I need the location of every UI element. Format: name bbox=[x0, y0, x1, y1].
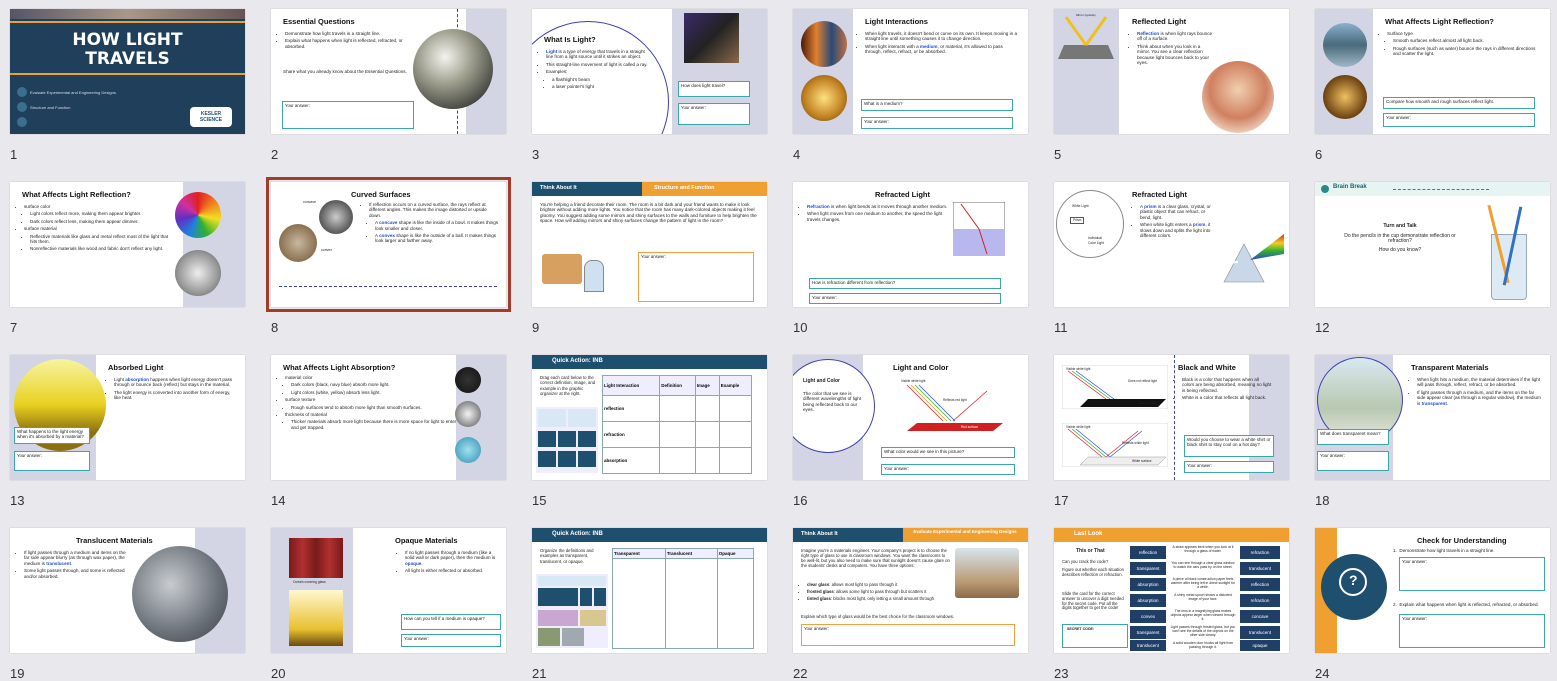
slide-5[interactable] bbox=[1054, 9, 1289, 134]
slide-23-p1: Figure out whether each situation describes reflection or refraction. bbox=[1062, 567, 1124, 577]
slide-number: 14 bbox=[271, 493, 286, 508]
black-shirt-image bbox=[455, 367, 481, 393]
slide-2-answer[interactable]: Your answer: bbox=[282, 101, 414, 129]
row-label: absorption bbox=[603, 448, 660, 474]
slide-13[interactable] bbox=[10, 355, 245, 480]
slide-10-question: How is refraction different from reflection? bbox=[809, 278, 1001, 289]
convex-mirror-image bbox=[279, 224, 317, 262]
right-card[interactable]: refraction bbox=[1240, 546, 1280, 559]
quick-action-header: Quick Action: INB bbox=[552, 358, 603, 364]
slide-number: 22 bbox=[793, 666, 808, 681]
slide-21[interactable] bbox=[532, 528, 767, 653]
slide-6-question: Compare how smooth and rough surfaces reflect light. bbox=[1383, 97, 1535, 109]
slide-3-answer[interactable]: Your answer: bbox=[678, 103, 750, 125]
slide-number: 3 bbox=[532, 147, 540, 162]
slide-6-bullets: • Surface type • Smooth surfaces reflect almost all light back. • Rough surfaces (such as water) bounce the rays in different directions and scatter the light. bbox=[1379, 31, 1539, 59]
slide-number: 12 bbox=[1315, 320, 1330, 335]
room-illustration bbox=[542, 254, 582, 284]
slide-number: 11 bbox=[1054, 320, 1068, 335]
left-card[interactable]: transparent bbox=[1130, 562, 1166, 575]
slide-18-answer[interactable]: Your answer: bbox=[1317, 451, 1389, 471]
inb-organizer-table[interactable] bbox=[602, 375, 752, 474]
slide-6-title: What Affects Light Reflection? bbox=[1385, 17, 1494, 26]
thinking-person-icon: ? bbox=[1321, 554, 1387, 620]
prism-label: Prism bbox=[1070, 217, 1084, 224]
slide-number: 15 bbox=[532, 493, 547, 508]
slide-7[interactable] bbox=[10, 182, 245, 307]
slide-20-question: How can you tell if a medium is opaque? bbox=[401, 614, 501, 630]
slide-8[interactable] bbox=[271, 182, 506, 307]
slide-number: 24 bbox=[1315, 666, 1330, 681]
water-lights-image bbox=[1323, 75, 1367, 119]
slide-6[interactable] bbox=[1315, 9, 1550, 134]
slide-14-bullets: • material color • Dark colors (black, navy blue) absorb more light. • Light colors (white, yellow) absorb less light. • surface texture • Rough surfaces tend to absorb more light than smooth surfaces. • thickness of material • Thicker materials absorb more light because there is more space for light to enter and get trapped. bbox=[277, 375, 457, 432]
slide-4[interactable] bbox=[793, 9, 1028, 134]
red-surface-label: Red surface bbox=[961, 425, 979, 429]
white-light-label: White Light bbox=[1072, 204, 1089, 208]
slide-17-answer[interactable]: Your answer: bbox=[1184, 461, 1274, 473]
circle-body: The color that we see is different wavelengths of light being reflected back to our eyes. bbox=[803, 391, 862, 413]
slide-1-row2: Structure and Function bbox=[30, 105, 71, 110]
slide-20[interactable] bbox=[271, 528, 506, 653]
classroom-image bbox=[955, 548, 1019, 598]
slide-2-prompt: Share what you already know about the Essential Questions. bbox=[283, 69, 407, 74]
slide-16-question: What color would we see in this picture? bbox=[881, 447, 1015, 458]
slide-15-instructions: Drag each card below to the correct definition, image, and example in the graphic organizer at the right. bbox=[540, 375, 596, 397]
visible-light-label: Visible white light bbox=[1066, 367, 1091, 371]
slide-number: 17 bbox=[1054, 493, 1069, 508]
slide-7-title: What Affects Light Reflection? bbox=[22, 190, 131, 199]
slide-23-p2: Slide the card for the correct answer to uncover a digit needed for the secret code. Put all the digits together to get the code! bbox=[1062, 591, 1124, 611]
secret-code-box[interactable]: SECRET CODE: bbox=[1062, 624, 1128, 648]
slide-number: 1 bbox=[10, 147, 18, 162]
slide-1[interactable] bbox=[10, 9, 245, 134]
col-header: Light Interaction bbox=[603, 376, 660, 396]
situation-text: A piece of black construction paper feels warmer after being left in direct sunlight for a while. bbox=[1170, 577, 1236, 589]
evaluate-designs-header: Evaluate Experimental and Engineering Designs bbox=[913, 529, 1017, 534]
slide-1-row1: Evaluate Experimental and Engineering Designs bbox=[30, 90, 116, 95]
slide-19-bullets: • If light passes through a medium and items on the far side appear blurry (as through wax paper), the medium is translucent. • Some light passes through, and some is reflected and/or absorbed. bbox=[16, 550, 128, 581]
circle-title: Light and Color bbox=[803, 378, 840, 384]
card-bank[interactable] bbox=[536, 574, 608, 648]
slide-12-question: Do the pencils in the cup demonstrate reflection or refraction? bbox=[1344, 233, 1456, 245]
slide-number: 4 bbox=[793, 147, 801, 162]
laser-image bbox=[684, 13, 739, 63]
glass-options: • clear glass: allows most light to pass through it • frosted glass: allows some light to pass through but scatters it • tinted glass: blocks most light, only letting a small amount through bbox=[799, 582, 959, 603]
right-card[interactable]: translucent bbox=[1240, 626, 1280, 639]
slide-4-question: What is a medium? bbox=[861, 99, 1013, 111]
slide-3-bullets: • Light is a type of energy that travels in a straight line from a light source until it strikes an object. • This straight-line movement of light is called a ray. • Examples: • a flashlight's beam • a laser pointer's light bbox=[538, 49, 653, 91]
slide-22-body: Imagine you're a materials engineer. Your company's project is to choose the right type of glass to use in classroom windows. You want the classrooms to be well-lit, but you also need to make sure that sunlight doesn't cause glare on the students' desks and computers. You have three options: bbox=[801, 548, 950, 568]
left-card[interactable]: absorption bbox=[1130, 594, 1166, 607]
col-header: Image bbox=[695, 376, 719, 396]
slide-17-title: Black and White bbox=[1178, 363, 1236, 372]
slide-4-title: Light Interactions bbox=[865, 17, 928, 26]
check-q2: 2. Explain what happens when light is reflected, refracted, or absorbed. bbox=[1393, 602, 1539, 607]
left-card[interactable]: translucent bbox=[1130, 640, 1166, 651]
slide-19-title: Translucent Materials bbox=[76, 536, 153, 545]
slide-18[interactable] bbox=[1315, 355, 1550, 480]
visible-light-label: Visible white light bbox=[1066, 425, 1091, 429]
curtain-caption: Curtain covering glass bbox=[293, 580, 326, 584]
left-card[interactable]: convex bbox=[1130, 610, 1166, 623]
convex-label: convex bbox=[321, 248, 333, 252]
slide-12[interactable] bbox=[1315, 182, 1550, 307]
sunrays-image bbox=[413, 29, 493, 109]
slide-number: 20 bbox=[271, 666, 286, 681]
foam-image bbox=[455, 437, 481, 463]
slide-number: 6 bbox=[1315, 147, 1323, 162]
mountain-lake-image bbox=[1323, 23, 1367, 67]
slide-10-title: Refracted Light bbox=[875, 190, 931, 199]
slide-24-title: Check for Understanding bbox=[1417, 536, 1507, 545]
slide-number: 10 bbox=[793, 320, 808, 335]
slide-24[interactable] bbox=[1315, 528, 1550, 653]
slide-5-bullets: • Reflection is when light rays bounce off of a surface. • Think about when you look in a mirror. You see a clear reflection because light bounces back to your eyes. bbox=[1129, 31, 1214, 67]
slide-10-answer[interactable]: Your answer: bbox=[809, 293, 1001, 304]
slide-number: 21 bbox=[532, 666, 547, 681]
light-rods-image bbox=[289, 590, 343, 646]
col-header: Transparent bbox=[613, 549, 666, 559]
slide-20-title: Opaque Materials bbox=[395, 536, 458, 545]
slide-4-answer[interactable]: Your answer: bbox=[861, 117, 1013, 129]
slide-number: 13 bbox=[10, 493, 25, 508]
slide-5-title: Reflected Light bbox=[1132, 17, 1187, 26]
slide-11-title: Refracted Light bbox=[1132, 190, 1188, 199]
slide-20-bullets: • If no light passes through a medium (like a solid wall or dark paper), then the medium is opaque. • All light is either reflected or absorbed. bbox=[397, 550, 497, 576]
gear-icon bbox=[17, 102, 27, 112]
slide-8-bullets: • If reflection occurs on a curved surface, the rays reflect at different angles. This makes the image distorted or upside down. • A concave shape is like the inside of a bowl. It makes things look smaller and closer. • A convex shape is like the outside of a ball. It makes things look larger and farther away. bbox=[361, 202, 499, 246]
slide-16-title: Light and Color bbox=[893, 363, 949, 372]
concave-label: concave bbox=[303, 200, 317, 204]
slide-13-title: Absorbed Light bbox=[108, 363, 164, 372]
think-about-it-header: Think About It bbox=[540, 185, 577, 191]
slide-17[interactable] bbox=[1054, 355, 1289, 480]
slide-number: 5 bbox=[1054, 147, 1062, 162]
slide-9[interactable] bbox=[532, 182, 767, 307]
slide-3[interactable] bbox=[532, 9, 767, 134]
quick-action-header: Quick Action: INB bbox=[552, 531, 603, 537]
refraction-diagram bbox=[953, 202, 1005, 256]
slide-3-title: What Is Light? bbox=[544, 35, 596, 44]
slide-2[interactable] bbox=[271, 9, 506, 134]
card-bank[interactable] bbox=[536, 407, 598, 473]
slide-16[interactable] bbox=[793, 355, 1028, 480]
slide-number: 23 bbox=[1054, 666, 1069, 681]
slide-22-answer[interactable]: Your answer: bbox=[801, 624, 1015, 646]
row-label: refraction bbox=[603, 422, 660, 448]
slide-14-title: What Affects Light Absorption? bbox=[283, 363, 396, 372]
left-card[interactable]: reflection bbox=[1130, 546, 1166, 559]
slide-1-title: HOW LIGHT TRAVELS bbox=[72, 30, 183, 69]
check-answer-1[interactable]: Your answer: bbox=[1399, 557, 1545, 591]
col-header: Opaque bbox=[717, 549, 753, 559]
row-label: reflection bbox=[603, 396, 660, 422]
right-card[interactable]: reflection bbox=[1240, 578, 1280, 591]
slide-2-title: Essential Questions bbox=[283, 17, 355, 26]
slide-7-bullets: • surface color • Light colors reflect more, making them appear brighter. • Dark colors reflect less, making them appear dimmer. • surface material • Reflective materials like glass and metal reflect most of the light that hits them. • Nonreflective materials like wood and fabric don't reflect any light. bbox=[16, 204, 171, 254]
slide-11[interactable] bbox=[1054, 182, 1289, 307]
situation-text: Light passes through frosted glass, but you can't see the details of the objects on the other side clearly. bbox=[1170, 625, 1236, 637]
slide-20-answer[interactable]: Your answer: bbox=[401, 634, 501, 647]
rainbow-prism-image bbox=[1210, 226, 1284, 286]
right-card[interactable]: translucent bbox=[1240, 562, 1280, 575]
logo: KESLER SCIENCE bbox=[190, 107, 232, 127]
brain-icon bbox=[1321, 185, 1329, 193]
reflects-red-label: Reflects red light bbox=[943, 398, 967, 402]
slide-number: 7 bbox=[10, 320, 18, 335]
individual-color-label: Individual Color Light bbox=[1088, 236, 1104, 246]
last-look-header: Last Look bbox=[1074, 531, 1103, 537]
turn-and-talk: Turn and Talk bbox=[1383, 223, 1417, 229]
concave-mirror-image bbox=[319, 200, 353, 234]
slide-9-answer[interactable]: Your answer: bbox=[638, 252, 754, 302]
slide-10[interactable] bbox=[793, 182, 1028, 307]
metal-pots-image bbox=[175, 250, 221, 296]
slide-19[interactable] bbox=[10, 528, 245, 653]
black-surface-label: Black surface bbox=[1138, 401, 1158, 405]
check-answer-2[interactable]: Your answer: bbox=[1399, 614, 1545, 648]
col-header: Translucent bbox=[665, 549, 717, 559]
slide-number: 9 bbox=[532, 320, 540, 335]
slide-22-closing: Explain which type of glass would be the best choice for the classroom windows. bbox=[801, 614, 955, 619]
slide-17-bullets: • Black is a color that happens when all colors are being absorbed, meaning no light is being reflected. • White is a color that reflects all light back. bbox=[1174, 377, 1272, 403]
slide-13-question: What happens to the light energy when it's absorbed by a material? bbox=[14, 427, 90, 444]
right-card[interactable]: opaque bbox=[1240, 640, 1280, 651]
mirror-person-image bbox=[1202, 61, 1274, 133]
slide-16-answer[interactable]: Your answer: bbox=[881, 464, 1015, 475]
col-header: Example bbox=[719, 376, 751, 396]
slide-23-intro: Can you crack the code? bbox=[1062, 559, 1109, 564]
slide-13-bullets: • Light absorption happens when light energy doesn't pass through or bounce back (reflect) but stays in the material. • The light energy is converted into another form of energy, like heat. bbox=[106, 377, 236, 403]
situation-text: A shiny metal spoon shows a distorted image of your face. bbox=[1174, 593, 1232, 601]
white-surface-label: White surface bbox=[1132, 459, 1152, 463]
slide-15[interactable] bbox=[532, 355, 767, 480]
reflection-diagram bbox=[1058, 15, 1120, 65]
slide-12-followup: How do you know? bbox=[1378, 247, 1422, 253]
slide-18-question: What does transparent mean? bbox=[1317, 429, 1389, 445]
raindrop-glass-image bbox=[132, 546, 228, 642]
prism-diagram bbox=[1056, 190, 1124, 258]
slide-11-bullets: • A prism is a clear glass, crystal, or plastic object that can refract, or bend, light. • When white light enters a prism, it slows down and splits the light into different colors. bbox=[1132, 204, 1212, 240]
structure-function-header: Structure and Function bbox=[654, 185, 715, 191]
dark-bottle-image bbox=[455, 401, 481, 427]
slide-9-body: You're helping a friend decorate their room. The room is a bit dark and your friend wants to make it look brighter without adding more lights. You notice that the room has many dark-colored objects making it feel gloomy. You suggest adding some mirrors and shiny surfaces to the walls and furniture to help brighten the space. How will adding mirrors and shiny surfaces change the pattern of light in the room? bbox=[540, 202, 757, 224]
slide-23[interactable] bbox=[1054, 528, 1289, 653]
red-surface-diagram bbox=[897, 381, 1007, 431]
think-about-it-header: Think About It bbox=[801, 531, 838, 537]
slide-18-bullets: • When light hits a medium, the material determines if the light will pass through, reflect, refract, or be absorbed. • If light passes through a medium, and the items on the far side appear clear (as through a regular window), the medium is transparent. bbox=[1409, 377, 1541, 408]
col-header: Definition bbox=[660, 376, 696, 396]
light-streaks-image bbox=[801, 21, 847, 67]
brain-break-header: Brain Break bbox=[1333, 184, 1367, 190]
slide-21-instructions: Organize the definitions and examples as transparent, translucent, or opaque. bbox=[540, 548, 594, 564]
slide-number: 16 bbox=[793, 493, 808, 508]
no-reflect-label: Does not reflect light bbox=[1128, 379, 1158, 383]
slide-8-title: Curved Surfaces bbox=[351, 190, 411, 199]
slide-4-bullets: • When light travels, it doesn't bend or curve on its own. It keeps moving in a straight line until something causes it to change direction. • When light interacts with a medium, or material, it's allowed to pass through, reflect, refract, or be absorbed. bbox=[857, 31, 1019, 57]
color-wheel-image bbox=[175, 192, 221, 238]
atom-icon bbox=[17, 117, 27, 127]
situation-text: You can see through a clear glass window to watch the cars pass by on the street. bbox=[1171, 561, 1235, 569]
reflects-white-label: Reflects white light bbox=[1122, 441, 1149, 445]
slide-22[interactable] bbox=[793, 528, 1028, 653]
left-card[interactable]: transparent bbox=[1130, 626, 1166, 639]
this-or-that: This or That bbox=[1076, 548, 1105, 554]
slide-10-bullets: • Refraction is when light bends as it moves through another medium. • When light moves from one medium to another, the speed the light travels changes. bbox=[799, 204, 949, 224]
situation-text: A solid wooden door blocks all light from passing through it. bbox=[1172, 641, 1234, 649]
slide-14[interactable] bbox=[271, 355, 506, 480]
slide-3-question: How does light travel? bbox=[678, 81, 750, 97]
inb-organizer-table[interactable] bbox=[612, 548, 754, 649]
situation-text: A straw appears bent when you look at it through a glass of water. bbox=[1172, 545, 1234, 553]
slide-number: 18 bbox=[1315, 493, 1330, 508]
right-card[interactable]: concave bbox=[1240, 610, 1280, 623]
visible-light-label: Visible white light bbox=[901, 379, 926, 383]
lightbulb-image bbox=[801, 75, 847, 121]
slide-number: 2 bbox=[271, 147, 279, 162]
slide-2-bullets: • Demonstrate how light travels in a straight line. • Explain what happens when light is reflected, refracted, or absorbed. bbox=[277, 31, 417, 51]
right-card[interactable]: refraction bbox=[1240, 594, 1280, 607]
check-q1: 1. Demonstrate how light travels in a straight line. bbox=[1393, 548, 1495, 553]
curtain-image bbox=[289, 538, 343, 578]
slide-number: 8 bbox=[271, 320, 279, 335]
slide-18-title: Transparent Materials bbox=[1411, 363, 1489, 372]
slide-17-question: Would you choose to wear a white shirt or black shirt to stay cool on a hot day? bbox=[1184, 435, 1274, 457]
diagram-label: Mirror (upside) bbox=[1076, 13, 1096, 17]
left-card[interactable]: absorption bbox=[1130, 578, 1166, 591]
situation-text: The lens in a magnifying glass makes objects appear larger when viewed through it. bbox=[1170, 609, 1236, 621]
slide-number: 19 bbox=[10, 666, 25, 681]
slide-6-answer[interactable]: Your answer: bbox=[1383, 113, 1535, 127]
mirror-illustration bbox=[584, 260, 604, 292]
flask-icon bbox=[17, 87, 27, 97]
slide-13-answer[interactable]: Your answer: bbox=[14, 451, 90, 471]
